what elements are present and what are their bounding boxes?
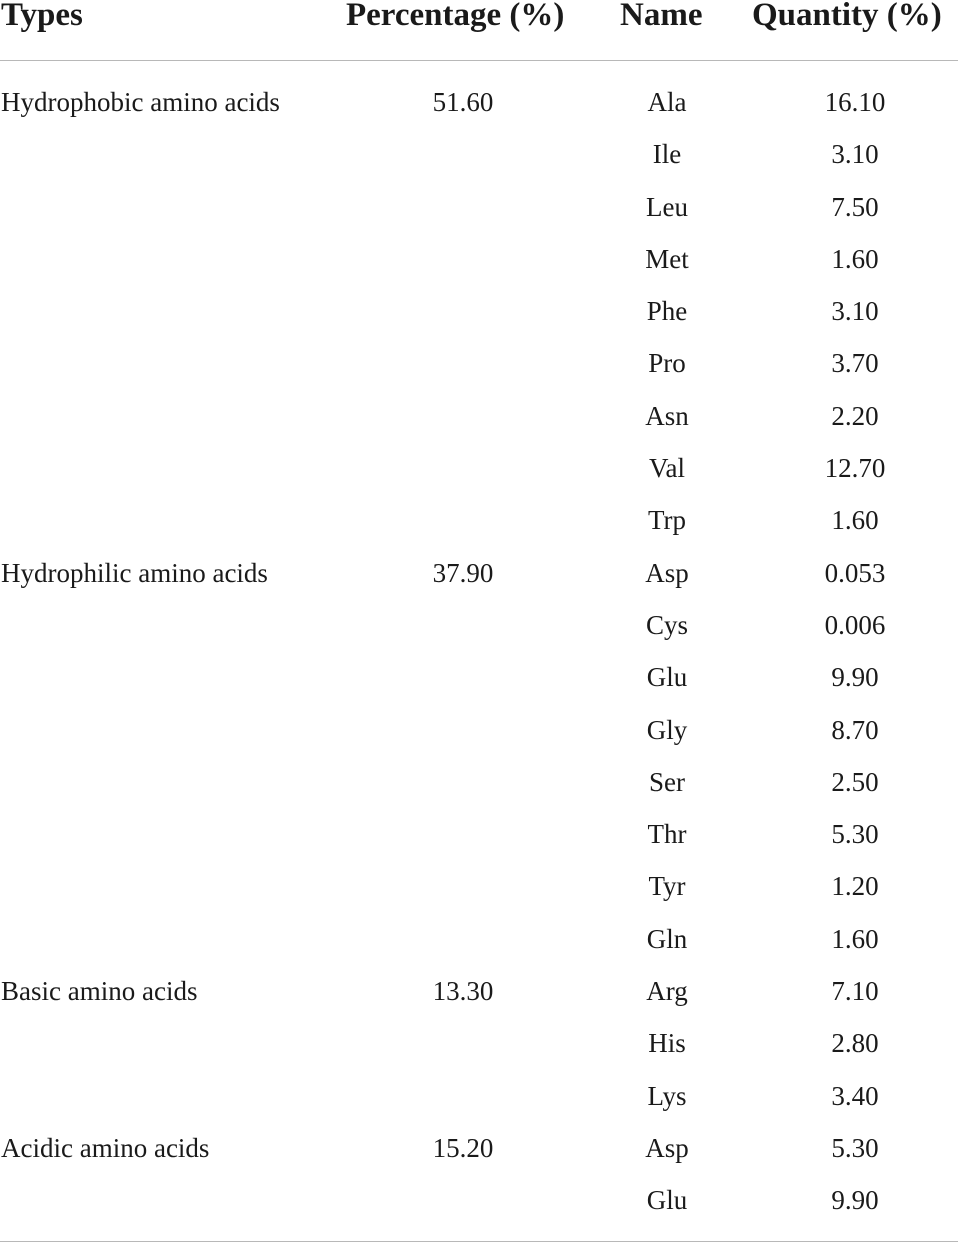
table-row: [0, 793, 958, 850]
table-header: [0, 0, 958, 61]
table-row: [0, 845, 958, 902]
table-row: [0, 218, 958, 274]
cell-quantity: 16.10: [824, 87, 886, 117]
cell-percentage: 37.90: [432, 557, 494, 588]
cell-quantity: 0.053: [824, 557, 886, 588]
cell-name: Gln: [646, 923, 688, 954]
table-row: [0, 636, 958, 693]
cell-name: Glu: [646, 1185, 688, 1216]
cell-quantity: 3.10: [831, 139, 879, 170]
cell-type: Basic amino acids: [1, 976, 198, 1007]
table-row: [0, 1159, 958, 1216]
cell-name: Trp: [647, 505, 687, 536]
cell-type: Acidic amino acids: [1, 1132, 210, 1163]
cell-name: Asp: [645, 557, 689, 588]
table-row: [0, 1002, 958, 1059]
cell-type: Hydrophilic amino acids: [1, 557, 268, 588]
cell-name: Asp: [645, 1132, 689, 1163]
cell-quantity: 1.20: [831, 871, 879, 902]
table-row: [0, 113, 958, 170]
cell-quantity: 3.40: [831, 1080, 879, 1111]
cell-quantity: 7.10: [831, 976, 879, 1007]
cell-name: Pro: [648, 348, 686, 379]
cell-name: Thr: [647, 819, 687, 850]
cell-quantity: 3.10: [831, 296, 879, 327]
table-row: [0, 166, 958, 222]
cell-quantity: 9.90: [831, 1185, 879, 1216]
cell-name: Gly: [646, 714, 688, 745]
bottom-rule: [0, 1241, 958, 1242]
cell-quantity: 2.50: [831, 766, 879, 797]
table-row: [0, 741, 958, 797]
table-row: [0, 61, 958, 117]
table-row: [0, 584, 958, 640]
cell-name: Leu: [646, 191, 688, 222]
cell-name: Val: [649, 453, 685, 484]
header-types: Types: [1, 0, 83, 33]
table-row: [0, 375, 958, 431]
cell-name: Met: [645, 243, 689, 274]
table-row: [0, 689, 958, 745]
cell-quantity: 5.30: [831, 819, 879, 850]
cell-type: Hydrophobic amino acids: [1, 87, 280, 117]
cell-quantity: 1.60: [831, 505, 879, 536]
cell-quantity: 9.90: [831, 662, 879, 693]
cell-name: Ser: [649, 766, 685, 797]
cell-quantity: 5.30: [831, 1132, 879, 1163]
cell-quantity: 7.50: [831, 191, 879, 222]
cell-quantity: 2.20: [831, 400, 879, 431]
cell-name: Ile: [652, 139, 682, 170]
table-row: [0, 270, 958, 327]
cell-name: Asn: [645, 400, 689, 431]
table-row: [0, 1055, 958, 1111]
header-quantity: Quantity (%): [752, 0, 942, 33]
cell-quantity: 3.70: [831, 348, 879, 379]
table-body: [0, 61, 958, 1216]
cell-quantity: 1.60: [831, 243, 879, 274]
header-percentage: Percentage (%): [346, 0, 565, 33]
cell-name: Glu: [646, 662, 688, 693]
table-row: [0, 479, 958, 536]
cell-quantity: 2.80: [831, 1028, 879, 1059]
cell-percentage: 15.20: [432, 1132, 494, 1163]
cell-percentage: 13.30: [432, 976, 494, 1007]
table-row: [0, 950, 958, 1007]
table-row: [0, 1107, 958, 1163]
cell-name: Arg: [646, 976, 688, 1007]
cell-name: Cys: [645, 609, 689, 640]
cell-name: Lys: [647, 1080, 687, 1111]
table-row: [0, 898, 958, 954]
cell-quantity: 12.70: [824, 453, 886, 484]
cell-name: Tyr: [648, 871, 686, 902]
cell-quantity: 8.70: [831, 714, 879, 745]
table-row: [0, 427, 958, 484]
cell-percentage: 51.60: [432, 87, 494, 117]
cell-quantity: 0.006: [824, 609, 886, 640]
cell-name: Phe: [646, 296, 688, 327]
cell-name: Ala: [647, 87, 687, 117]
table-row: [0, 322, 958, 379]
table-row: [0, 532, 958, 588]
header-name: Name: [620, 0, 703, 33]
cell-quantity: 1.60: [831, 923, 879, 954]
cell-name: His: [648, 1028, 686, 1059]
